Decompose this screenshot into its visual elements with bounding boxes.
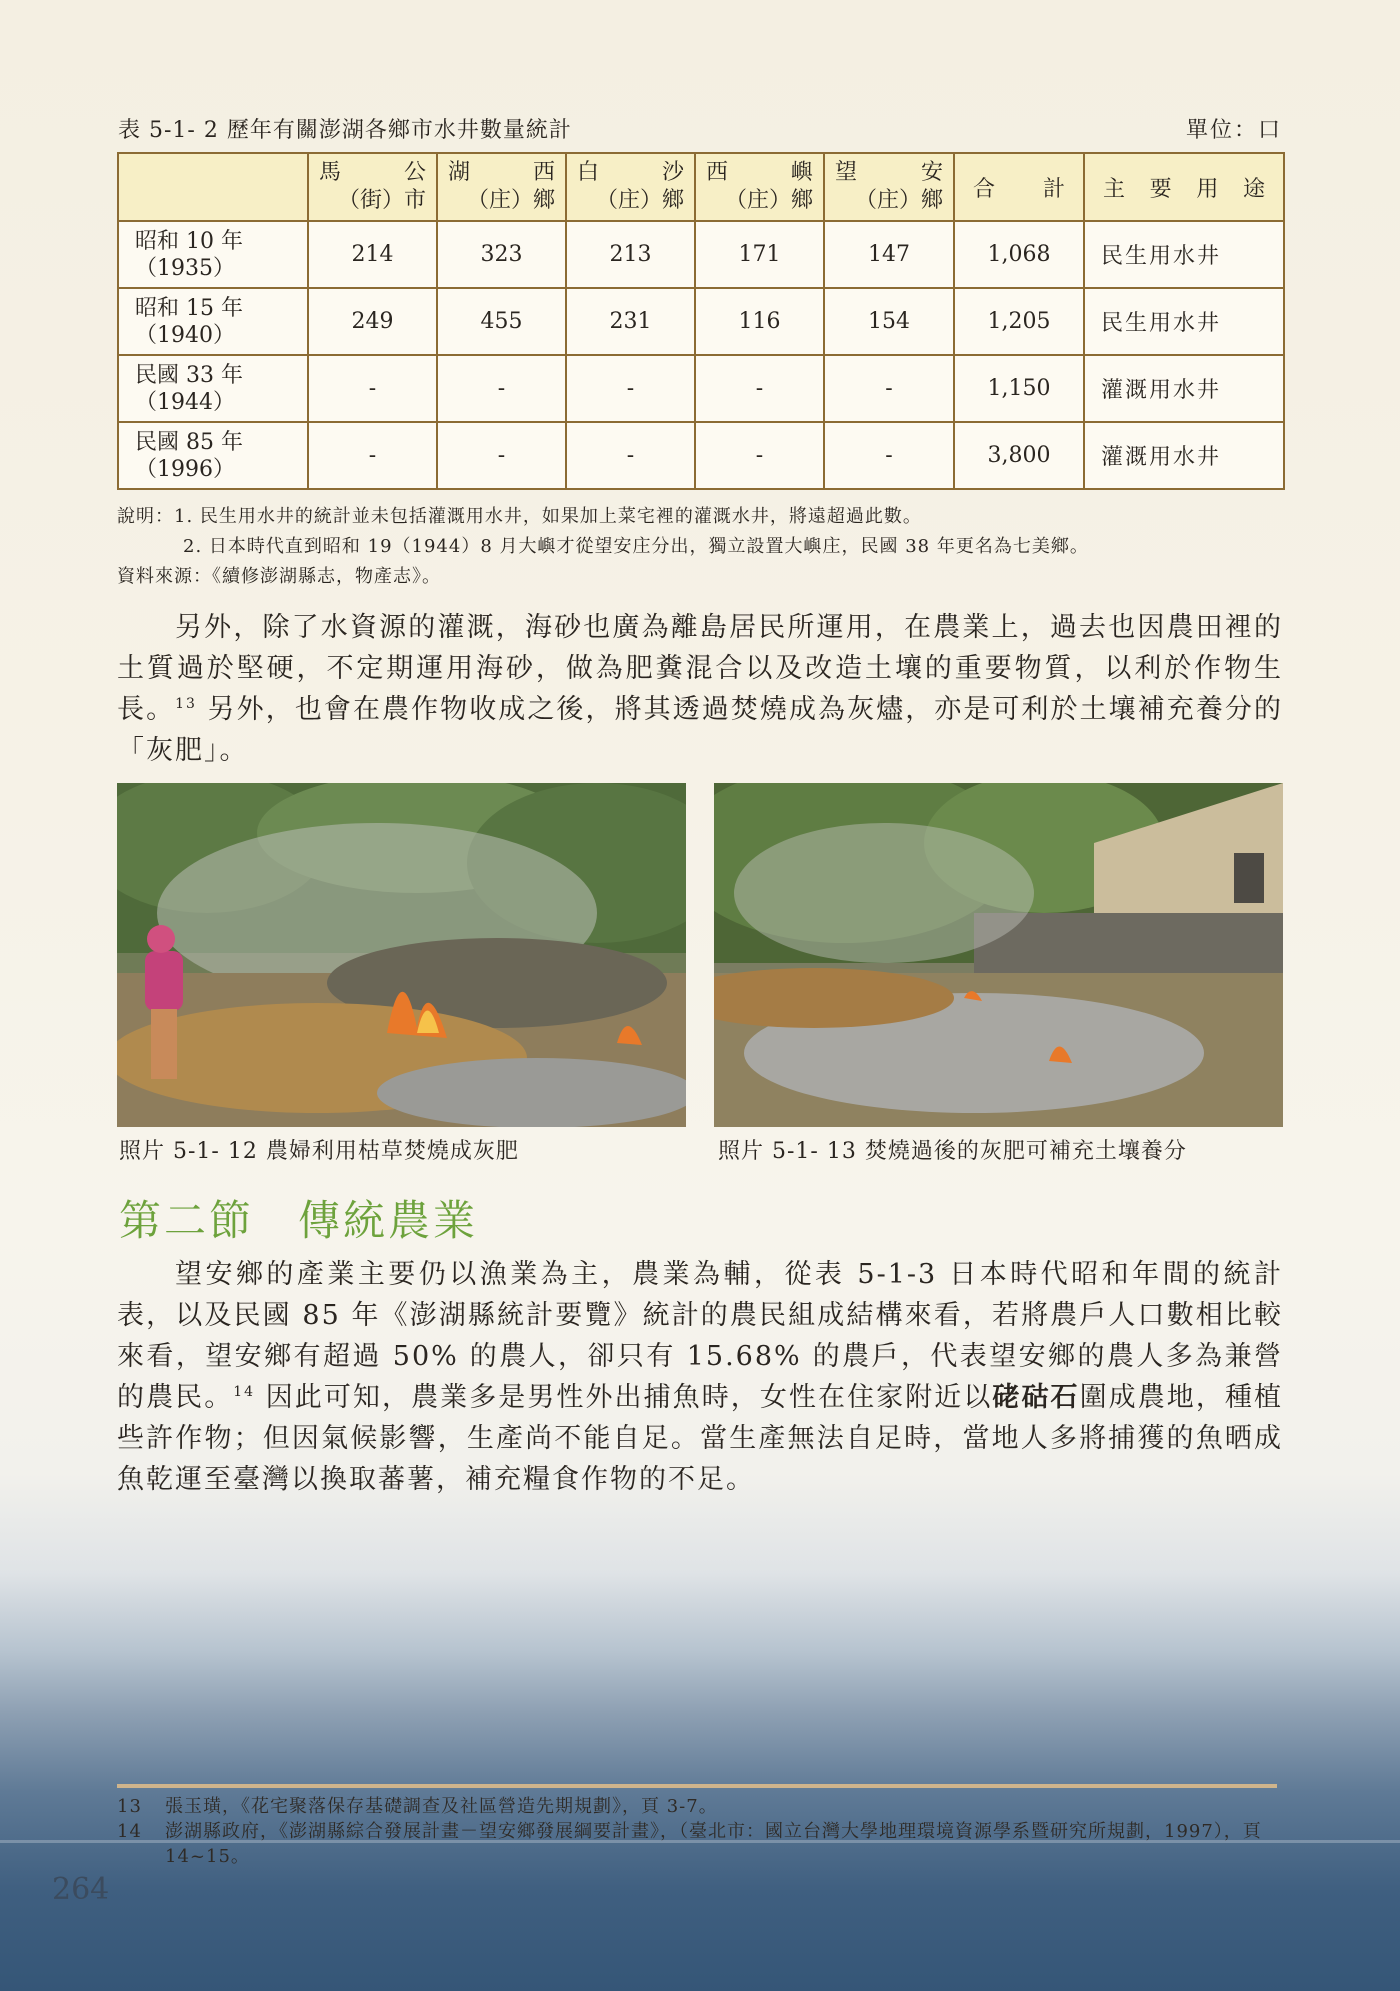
footnote-ref[interactable]: 14: [233, 1384, 256, 1400]
cell-total: 1,068: [954, 221, 1084, 288]
cell-value: 116: [695, 288, 824, 355]
footnote-ref[interactable]: 13: [175, 696, 197, 712]
cell-value: 147: [824, 221, 954, 288]
horizon-line: [0, 1840, 1400, 1843]
footnote-item: 13 張玉璜，《花宅聚落保存基礎調查及社區營造先期規劃》，頁 3-7。: [117, 1796, 718, 1817]
cell-value: -: [437, 422, 566, 489]
note-2: 2. 日本時代直到昭和 19（1944）8 月大嶼才從望安庄分出，獨立設置大嶼庄，民國 38 年更名為七美鄉。: [183, 536, 1089, 557]
source-note: 資料來源：《續修澎湖縣志，物產志》。: [117, 566, 441, 587]
well-count-table: [117, 152, 1285, 490]
cell-value: 213: [566, 221, 695, 288]
row-year: 昭和 15 年 （1940）: [118, 288, 308, 355]
paragraph-traditional-agriculture: 望安鄉的產業主要仍以漁業為主，農業為輔，從表 5-1-3 日本時代昭和年間的統計表，以及民國 85 年《澎湖縣統計要覽》統計的農民組成結構來看，若將農戶人口數相比較來看，望安鄉有超過 50% 的農人，卻只有 15.68% 的農戶，代表望安鄉的農人多為兼營的農民。$^{14}$ 因此可知，農業多是男性外出捕魚時，女性在住家附近以硓𥑮石圍成農地，種植些許作物；但因氣候影響，生產尚不能自足。當生產無法自足時，當地人多將捕獲的魚晒成魚乾運至臺灣以換取蕃薯，補充糧食作物的不足。: [117, 1259, 1284, 1495]
header-empty: [118, 153, 308, 221]
cell-value: 231: [566, 288, 695, 355]
header-township: 西 嶼 （庄）鄉: [695, 153, 824, 221]
table-notes: [117, 502, 1089, 592]
cell-value: 455: [437, 288, 566, 355]
paragraph-sea-sand: 另外，除了水資源的灌溉，海砂也廣為離島居民所運用，在農業上，過去也因農田裡的土質過於堅硬，不定期運用海砂，做為肥糞混合以及改造土壤的重要物質，以利於作物生長。$^{13}$ 另外，也會在農作物收成之後，將其透過焚燒成為灰燼，亦是可利於土壤補充養分的「灰肥」。: [117, 612, 1283, 766]
cell-use: 灌溉用水井: [1084, 422, 1284, 489]
cell-total: 1,150: [954, 355, 1084, 422]
cell-value: 323: [437, 221, 566, 288]
cell-value: -: [308, 355, 437, 422]
table-row: [118, 221, 1284, 288]
footnote-divider: [117, 1784, 1277, 1788]
header-township: 馬 公 （街）市: [308, 153, 437, 221]
cell-use: 民生用水井: [1084, 288, 1284, 355]
header-total: 合 計: [954, 153, 1084, 221]
row-year: 昭和 10 年 （1935）: [118, 221, 308, 288]
cell-total: 1,205: [954, 288, 1084, 355]
cell-total: 3,800: [954, 422, 1084, 489]
cell-value: -: [566, 422, 695, 489]
table-row: [118, 422, 1284, 489]
bold-term: 硓𥑮石: [992, 1382, 1080, 1413]
note-1: 說明：1. 民生用水井的統計並未包括灌溉用水井，如果加上菜宅裡的灌溉水井，將遠超過此數。: [117, 506, 922, 527]
table-unit: 單位：口: [1185, 118, 1282, 143]
table-caption: 表 5-1- 2 歷年有關澎湖各鄉市水井數量統計: [118, 118, 572, 143]
photo-woman-burning-grass: [117, 783, 686, 1127]
header-township: 望 安 （庄）鄉: [824, 153, 954, 221]
cell-value: 154: [824, 288, 954, 355]
page-number: 264: [52, 1872, 110, 1907]
table-header-row: [118, 153, 1284, 221]
cell-value: -: [437, 355, 566, 422]
header-township: 白 沙 （庄）鄉: [566, 153, 695, 221]
header-township: 湖 西 （庄）鄉: [437, 153, 566, 221]
cell-value: -: [566, 355, 695, 422]
cell-value: -: [695, 355, 824, 422]
row-year: 民國 85 年 （1996）: [118, 422, 308, 489]
section-heading: [119, 1188, 478, 1248]
cell-value: -: [824, 355, 954, 422]
photo-caption-left: 照片 5-1- 12 農婦利用枯草焚燒成灰肥: [119, 1139, 519, 1164]
table-row: [118, 288, 1284, 355]
header-main-use: 主 要 用 途: [1084, 153, 1284, 221]
section-title: 傳統農業: [298, 1196, 479, 1245]
cell-use: 民生用水井: [1084, 221, 1284, 288]
cell-value: 249: [308, 288, 437, 355]
cell-use: 灌溉用水井: [1084, 355, 1284, 422]
photo-burned-ash: [714, 783, 1283, 1127]
footnote-item: 14 澎湖縣政府，《澎湖縣綜合發展計畫－望安鄉發展綱要計畫》，（臺北市：國立台灣大學地理環境資源學系暨研究所規劃，1997），頁 14~15。: [117, 1821, 1262, 1867]
section-number: 第二節: [119, 1196, 255, 1245]
cell-value: -: [695, 422, 824, 489]
table-row: [118, 355, 1284, 422]
cell-value: -: [308, 422, 437, 489]
row-year: 民國 33 年 （1944）: [118, 355, 308, 422]
cell-value: 171: [695, 221, 824, 288]
photo-caption-right: 照片 5-1- 13 焚燒過後的灰肥可補充土壤養分: [718, 1139, 1187, 1164]
footnotes: [117, 1794, 1287, 1869]
cell-value: -: [824, 422, 954, 489]
cell-value: 214: [308, 221, 437, 288]
